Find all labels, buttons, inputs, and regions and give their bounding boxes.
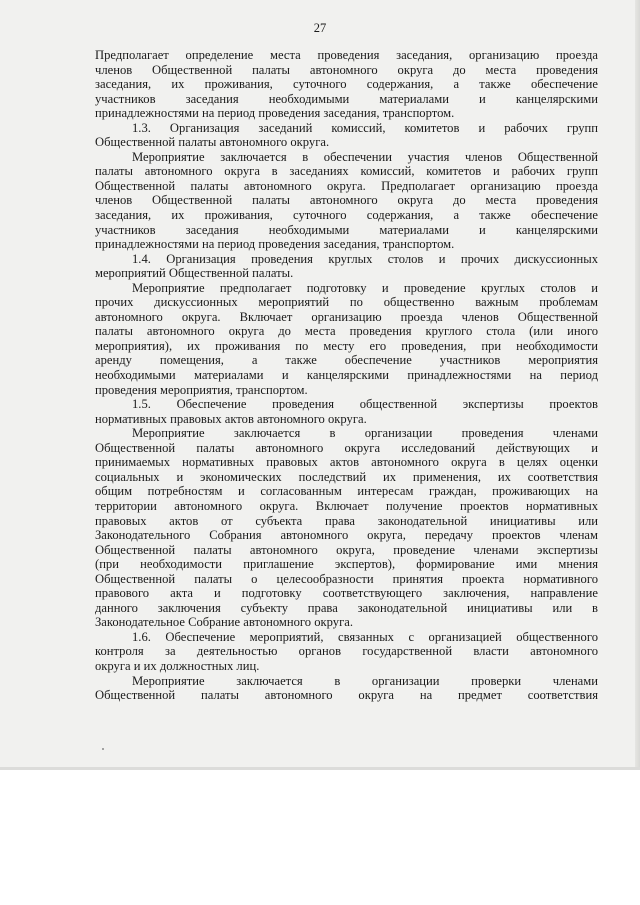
text-line: принимаемых нормативных правовых актов автономного округа в целях оценки (95, 455, 598, 470)
text-line: социальных и экономических последствий их применения, их соответствия (95, 469, 598, 484)
text-line: 1.6. Обеспечение мероприятий, связанных с организацией общественного (132, 629, 598, 644)
page-number: 27 (313, 21, 327, 35)
paragraph (95, 121, 598, 150)
text-line: территории автономного округа. Включает получение проектов нормативных (95, 498, 598, 513)
text-line: принадлежностями на период проведения заседания, транспортом. (95, 106, 455, 121)
text-line: округа и их должностных лиц. (95, 658, 260, 673)
text-line: общим потребностям и согласованным интересам граждан, проживающих на (95, 484, 598, 499)
text-line: членов Общественной палаты автономного округа до места проведения (95, 62, 598, 77)
text-line: Общественной палаты автономного округа на предмет соответствия (95, 688, 598, 703)
text-line: Общественной палаты автономного округа, проведение членами экспертизы (95, 542, 598, 557)
text-line: заседания, их проживания, суточного содержания, а также обеспечение (95, 208, 598, 223)
text-line: заседания, их проживания, суточного содержания, а также обеспечение (95, 77, 598, 92)
paragraph (95, 397, 598, 426)
text-line: (при необходимости приглашение экспертов), формирование ими мнения (95, 557, 598, 572)
text-line: нормативных правовых актов автономного округа. (95, 411, 367, 426)
text-line: палаты автономного округа в заседаниях комиссий, комитетов и рабочих групп (95, 164, 598, 179)
text-line: Мероприятие предполагает подготовку и проведение круглых столов и (132, 280, 598, 295)
text-line: участников заседания необходимыми материалами и канцелярскими (95, 222, 598, 237)
text-line: участников заседания необходимыми материалами и канцелярскими (95, 91, 598, 106)
paragraph (95, 150, 598, 252)
paragraph (95, 252, 598, 281)
text-line: мероприятий Общественной палаты. (95, 266, 294, 281)
scan-speck (102, 748, 104, 750)
text-line: правовых актов от субъекта права законодательной инициативы или (95, 513, 598, 528)
text-line: Мероприятие заключается в организации проверки членами (132, 673, 598, 688)
text-line: данного заключения субъекту права законодательной инициативы или в (95, 600, 598, 615)
text-line: 1.3. Организация заседаний комиссий, комитетов и рабочих групп (132, 120, 598, 135)
text-line: автономного округа. Включает организацию проезда членов Общественной (95, 309, 598, 324)
text-line: членов Общественной палаты автономного округа до места проведения (95, 193, 598, 208)
text-line: Законодательного Собрания автономного округа, передачу проектов членам (95, 528, 598, 543)
text-line: Законодательное Собрание автономного округа. (95, 615, 353, 630)
paragraph (95, 630, 598, 674)
text-line: Общественной палаты автономного округа. Предполагает организацию проезда (95, 178, 598, 193)
text-line: правового акта и подготовку соответствующего заключения, направление (95, 586, 598, 601)
text-line: аренду помещения, а также обеспечение участников мероприятия (95, 353, 598, 368)
paragraph (95, 674, 598, 703)
scan-bottom-edge (0, 767, 640, 770)
text-line: Предполагает определение места проведения заседания, организацию проезда (95, 48, 598, 62)
paragraph (95, 426, 598, 630)
text-line: прочих дискуссионных мероприятий по общественно важным проблемам (95, 295, 598, 310)
text-line: Мероприятие заключается в обеспечении участия членов Общественной (132, 149, 598, 164)
document-body (95, 48, 598, 703)
scan-right-edge (635, 0, 640, 770)
text-line: палаты автономного округа до места проведения круглого стола (или иного (95, 324, 598, 339)
text-line: мероприятия), их проживания по месту его проведения, при необходимости (95, 338, 598, 353)
paragraph (95, 281, 598, 397)
text-line: Мероприятие заключается в организации проведения членами (132, 426, 598, 441)
text-line: принадлежностями на период проведения заседания, транспортом. (95, 237, 455, 252)
text-line: 1.5. Обеспечение проведения общественной экспертизы проектов (132, 397, 598, 412)
text-line: контроля за деятельностью органов государственной власти автономного (95, 644, 598, 659)
text-line: Общественной палаты автономного округа. (95, 135, 330, 150)
text-line: Общественной палаты о целесообразности принятия проекта нормативного (95, 571, 598, 586)
text-line: 1.4. Организация проведения круглых столов и прочих дискуссионных (132, 251, 598, 266)
text-line: Общественной палаты автономного округа исследований действующих и (95, 440, 598, 455)
paragraph (95, 48, 598, 121)
text-line: проведения мероприятия, транспортом. (95, 382, 308, 397)
text-line: необходимыми материалами и канцелярскими принадлежностями на период (95, 368, 598, 383)
